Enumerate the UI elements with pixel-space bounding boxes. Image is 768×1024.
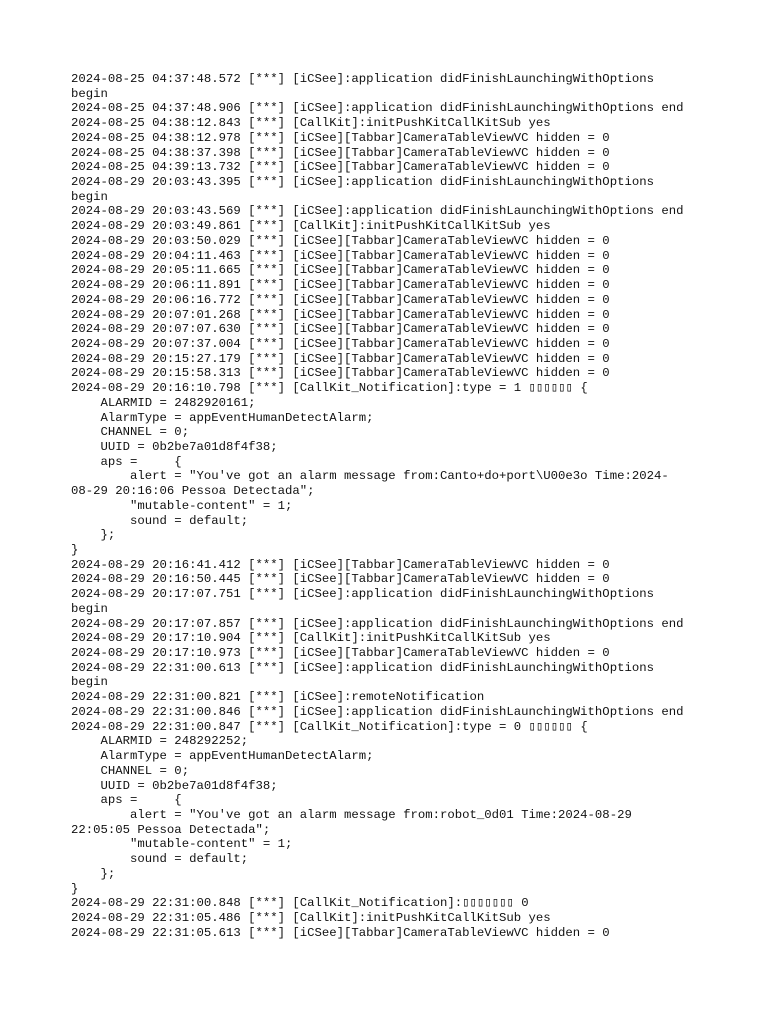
- log-line: 2024-08-29 20:16:10.798 [***] [CallKit_Notification]:type = 1 ▯▯▯▯▯▯ {: [71, 381, 588, 396]
- log-line: 2024-08-29 20:06:11.891 [***] [iCSee][Tabbar]CameraTableViewVC hidden = 0: [71, 278, 610, 293]
- log-line: 2024-08-25 04:38:12.978 [***] [iCSee][Tabbar]CameraTableViewVC hidden = 0: [71, 130, 610, 145]
- log-line: 2024-08-29 20:07:07.630 [***] [iCSee][Tabbar]CameraTableViewVC hidden = 0: [71, 322, 610, 337]
- log-line: AlarmType = appEventHumanDetectAlarm;: [71, 749, 374, 764]
- log-line: begin: [71, 189, 108, 204]
- log-line: 2024-08-29 20:04:11.463 [***] [iCSee][Tabbar]CameraTableViewVC hidden = 0: [71, 248, 610, 263]
- log-line: UUID = 0b2be7a01d8f4f38;: [71, 439, 278, 454]
- log-line: alert = "You've got an alarm message from:robot_0d01 Time:2024-08-29: [71, 807, 632, 822]
- log-line: 2024-08-29 20:17:10.973 [***] [iCSee][Tabbar]CameraTableViewVC hidden = 0: [71, 646, 610, 661]
- log-line: };: [71, 866, 116, 881]
- log-line: 2024-08-29 22:31:05.613 [***] [iCSee][Tabbar]CameraTableViewVC hidden = 0: [71, 925, 610, 940]
- log-line: 2024-08-29 20:15:58.313 [***] [iCSee][Tabbar]CameraTableViewVC hidden = 0: [71, 366, 610, 381]
- log-line: 2024-08-29 20:17:10.904 [***] [CallKit]:initPushKitCallKitSub yes: [71, 631, 551, 646]
- log-line: 2024-08-29 20:17:07.857 [***] [iCSee]:application didFinishLaunchingWithOptions end: [71, 616, 684, 631]
- log-line: CHANNEL = 0;: [71, 425, 190, 440]
- log-text-block: [71, 72, 721, 940]
- log-line: sound = default;: [71, 852, 249, 867]
- log-line: 2024-08-25 04:38:37.398 [***] [iCSee][Tabbar]CameraTableViewVC hidden = 0: [71, 145, 610, 160]
- log-line: }: [71, 543, 79, 557]
- log-line: 2024-08-29 22:31:00.613 [***] [iCSee]:application didFinishLaunchingWithOptions: [71, 660, 654, 675]
- log-line: begin: [71, 601, 108, 616]
- log-line: 2024-08-25 04:37:48.906 [***] [iCSee]:application didFinishLaunchingWithOptions end: [71, 101, 684, 116]
- log-line: 2024-08-29 20:06:16.772 [***] [iCSee][Tabbar]CameraTableViewVC hidden = 0: [71, 292, 610, 307]
- log-line: UUID = 0b2be7a01d8f4f38;: [71, 778, 278, 793]
- log-line: 2024-08-29 20:16:41.412 [***] [iCSee][Tabbar]CameraTableViewVC hidden = 0: [71, 557, 610, 572]
- log-line: CHANNEL = 0;: [71, 763, 190, 778]
- log-line: "mutable-content" = 1;: [71, 498, 293, 513]
- log-line: 2024-08-29 20:03:43.569 [***] [iCSee]:application didFinishLaunchingWithOptions end: [71, 204, 684, 219]
- log-line: 2024-08-29 20:16:50.445 [***] [iCSee][Tabbar]CameraTableViewVC hidden = 0: [71, 572, 610, 587]
- log-line: "mutable-content" = 1;: [71, 837, 293, 852]
- log-line: 2024-08-29 20:17:07.751 [***] [iCSee]:application didFinishLaunchingWithOptions: [71, 587, 654, 602]
- log-line: 2024-08-25 04:38:12.843 [***] [CallKit]:initPushKitCallKitSub yes: [71, 116, 551, 131]
- log-line: 2024-08-29 22:31:05.486 [***] [CallKit]:initPushKitCallKitSub yes: [71, 910, 551, 925]
- log-line: 2024-08-29 20:07:01.268 [***] [iCSee][Tabbar]CameraTableViewVC hidden = 0: [71, 307, 610, 322]
- log-line: 2024-08-29 20:15:27.179 [***] [iCSee][Tabbar]CameraTableViewVC hidden = 0: [71, 351, 610, 366]
- log-line: 2024-08-29 20:03:43.395 [***] [iCSee]:application didFinishLaunchingWithOptions: [71, 175, 654, 190]
- log-line: 2024-08-25 04:39:13.732 [***] [iCSee][Tabbar]CameraTableViewVC hidden = 0: [71, 160, 610, 175]
- log-line: alert = "You've got an alarm message from:Canto+do+port\U00e3o Time:2024-: [71, 469, 669, 484]
- log-line: 08-29 20:16:06 Pessoa Detectada";: [71, 484, 315, 499]
- log-line: 2024-08-29 22:31:00.848 [***] [CallKit_Notification]:▯▯▯▯▯▯▯ 0: [71, 896, 529, 911]
- log-line: sound = default;: [71, 513, 249, 528]
- log-line: 22:05:05 Pessoa Detectada";: [71, 822, 271, 837]
- log-line: aps = {: [71, 793, 182, 808]
- log-line: aps = {: [71, 454, 182, 469]
- log-line: };: [71, 528, 116, 543]
- log-line: 2024-08-29 20:05:11.665 [***] [iCSee][Tabbar]CameraTableViewVC hidden = 0: [71, 263, 610, 278]
- log-line: 2024-08-29 22:31:00.847 [***] [CallKit_Notification]:type = 0 ▯▯▯▯▯▯ {: [71, 719, 588, 734]
- log-line: AlarmType = appEventHumanDetectAlarm;: [71, 410, 374, 425]
- log-line: 2024-08-29 20:03:49.861 [***] [CallKit]:initPushKitCallKitSub yes: [71, 219, 551, 234]
- log-line: ALARMID = 2482920161;: [71, 395, 256, 410]
- log-line: ALARMID = 248292252;: [71, 734, 249, 749]
- log-line: 2024-08-29 20:07:37.004 [***] [iCSee][Tabbar]CameraTableViewVC hidden = 0: [71, 336, 610, 351]
- log-line: 2024-08-29 20:03:50.029 [***] [iCSee][Tabbar]CameraTableViewVC hidden = 0: [71, 233, 610, 248]
- log-line: begin: [71, 675, 108, 690]
- log-line: 2024-08-29 22:31:00.846 [***] [iCSee]:application didFinishLaunchingWithOptions end: [71, 704, 684, 719]
- log-line: begin: [71, 86, 108, 101]
- log-line: }: [71, 881, 79, 896]
- log-line: 2024-08-29 22:31:00.821 [***] [iCSee]:remoteNotification: [71, 690, 485, 705]
- log-line: 2024-08-25 04:37:48.572 [***] [iCSee]:application didFinishLaunchingWithOptions: [71, 72, 654, 86]
